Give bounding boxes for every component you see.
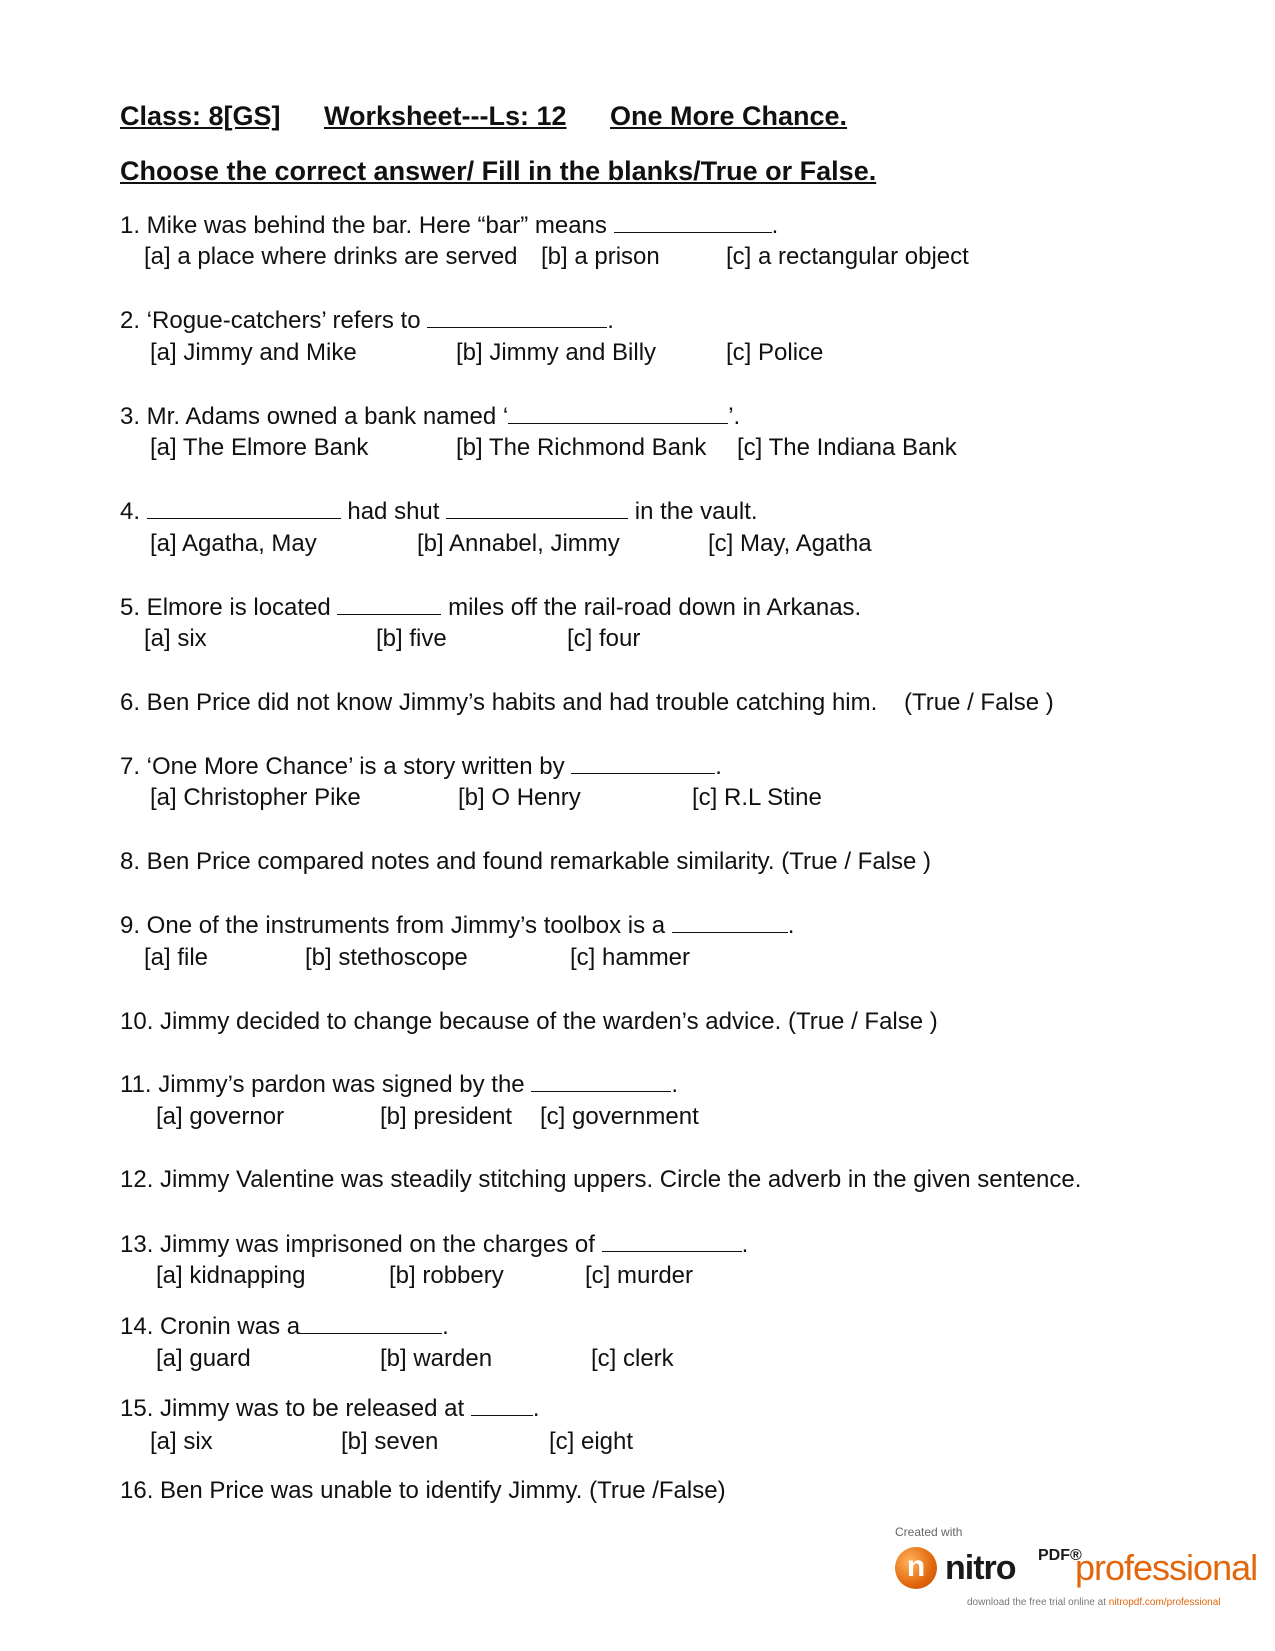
q9-option-b: [b] stethoscope <box>305 944 468 971</box>
nitro-brand: nitro <box>945 1549 1016 1587</box>
q5-option-a: [a] six <box>144 625 207 652</box>
lesson-title: One More Chance. <box>610 101 848 131</box>
q14-option-a: [a] guard <box>156 1345 251 1372</box>
question-1: 1. Mike was behind the bar. Here “bar” means . <box>120 212 779 239</box>
question-15: 15. Jimmy was to be released at . <box>120 1395 540 1422</box>
q9-option-c: [c] hammer <box>570 944 691 971</box>
q7-option-b: [b] O Henry <box>458 784 581 811</box>
download-note: download the free trial online at nitropdf.com/professional <box>967 1597 1221 1608</box>
q5-option-b: [b] five <box>376 625 447 652</box>
professional-label: professional <box>1075 1547 1258 1588</box>
class-label: Class: 8[GS] <box>120 101 281 131</box>
answer-blank <box>571 753 715 774</box>
answer-blank <box>337 594 441 615</box>
q14-option-b: [b] warden <box>380 1345 493 1372</box>
created-with-label: Created with <box>895 1525 963 1539</box>
answer-blank <box>614 212 772 233</box>
instructions: Choose the correct answer/ Fill in the blanks/True or False. <box>120 156 877 186</box>
q1-option-c: [c] a rectangular object <box>726 243 969 270</box>
answer-blank <box>672 912 788 933</box>
question-14: 14. Cronin was a . <box>120 1313 449 1340</box>
q9-option-a: [a] file <box>144 944 209 971</box>
answer-blank <box>471 1395 533 1416</box>
answer-blank <box>531 1071 671 1092</box>
q4-option-c: [c] May, Agatha <box>708 530 872 557</box>
answer-blank <box>508 403 728 424</box>
question-9: 9. One of the instruments from Jimmy’s toolbox is a . <box>120 912 795 939</box>
question-8: 8. Ben Price compared notes and found remarkable similarity. (True / False ) <box>120 848 932 875</box>
q11-option-b: [b] president <box>380 1103 513 1130</box>
nitro-logo-icon: n <box>895 1547 937 1589</box>
nitro-pdf-badge <box>895 1525 1258 1635</box>
q2-option-a: [a] Jimmy and Mike <box>150 339 357 366</box>
q11-option-c: [c] government <box>540 1103 699 1130</box>
question-11: 11. Jimmy’s pardon was signed by the . <box>120 1071 678 1098</box>
question-7: 7. ‘One More Chance’ is a story written by . <box>120 753 722 780</box>
question-13: 13. Jimmy was imprisoned on the charges of . <box>120 1231 749 1258</box>
q5-option-c: [c] four <box>567 625 641 652</box>
q13-option-a: [a] kidnapping <box>156 1262 306 1289</box>
q4-option-a: [a] Agatha, May <box>150 530 317 557</box>
q2-option-b: [b] Jimmy and Billy <box>456 339 657 366</box>
q13-option-c: [c] murder <box>585 1262 694 1289</box>
q3-option-c: [c] The Indiana Bank <box>737 434 957 461</box>
answer-blank <box>147 498 341 519</box>
question-5: 5. Elmore is located miles off the rail-road down in Arkanas. <box>120 594 862 621</box>
q15-option-c: [c] eight <box>549 1428 634 1455</box>
q7-option-a: [a] Christopher Pike <box>150 784 361 811</box>
q1-option-a: [a] a place where drinks are served <box>144 243 518 270</box>
q14-option-c: [c] clerk <box>591 1345 674 1372</box>
worksheet-label: Worksheet---Ls: 12 <box>324 101 567 131</box>
answer-blank <box>427 307 607 328</box>
question-2: 2. ‘Rogue-catchers’ refers to . <box>120 307 614 334</box>
question-6: 6. Ben Price did not know Jimmy’s habits and had trouble catching him. (True / False ) <box>120 689 1054 716</box>
q15-option-a: [a] six <box>150 1428 213 1455</box>
q15-option-b: [b] seven <box>341 1428 439 1455</box>
download-link[interactable]: nitropdf.com/professional <box>1108 1597 1221 1608</box>
q4-option-b: [b] Annabel, Jimmy <box>417 530 620 557</box>
question-16: 16. Ben Price was unable to identify Jimmy. (True /False) <box>120 1477 726 1504</box>
q2-option-c: [c] Police <box>726 339 824 366</box>
answer-blank <box>446 498 628 519</box>
question-3: 3. Mr. Adams owned a bank named ‘ ’. <box>120 403 741 430</box>
question-10: 10. Jimmy decided to change because of the warden’s advice. (True / False ) <box>120 1008 938 1035</box>
question-12: 12. Jimmy Valentine was steadily stitching uppers. Circle the adverb in the given sentence. <box>120 1166 1082 1193</box>
pdf-superscript: PDF® <box>1038 1547 1082 1564</box>
q1-option-b: [b] a prison <box>541 243 660 270</box>
q13-option-b: [b] robbery <box>389 1262 504 1289</box>
q3-option-b: [b] The Richmond Bank <box>456 434 707 461</box>
answer-blank <box>300 1313 442 1334</box>
q3-option-a: [a] The Elmore Bank <box>150 434 369 461</box>
q11-option-a: [a] governor <box>156 1103 285 1130</box>
question-4: 4. had shut in the vault. <box>120 498 758 525</box>
answer-blank <box>602 1231 742 1252</box>
q7-option-c: [c] R.L Stine <box>692 784 822 811</box>
